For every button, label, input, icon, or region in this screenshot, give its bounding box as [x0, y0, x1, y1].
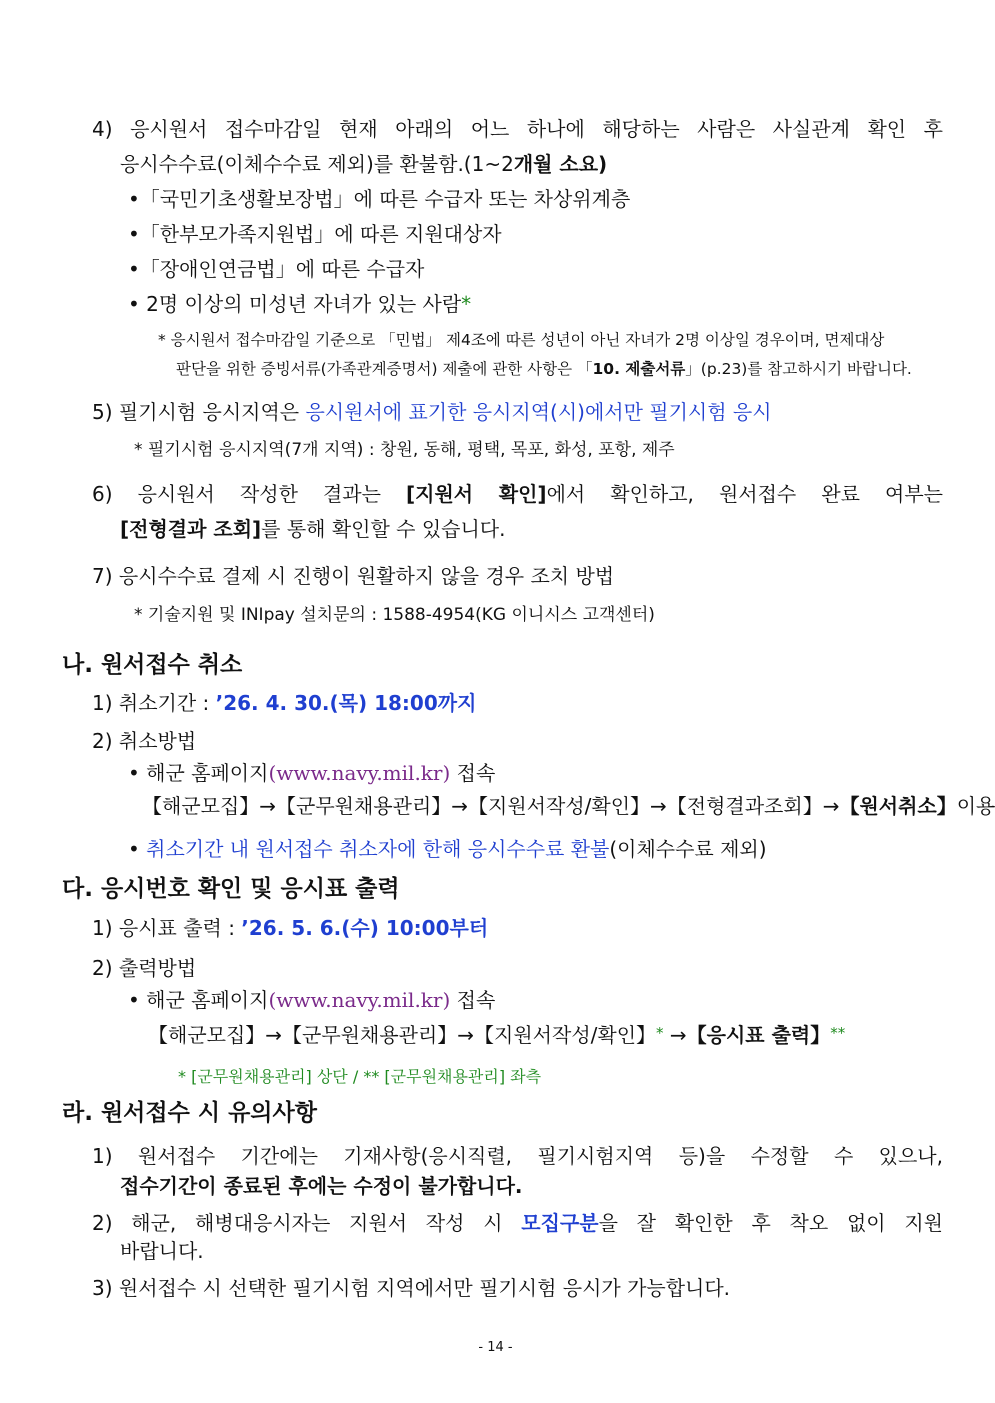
na-item1: 1) 취소기간 : ’26. 4. 30.(목) 18:00까지 — [92, 691, 477, 715]
navy-homepage-link[interactable]: (www.navy.mil.kr) — [268, 988, 451, 1012]
item5-line: 5) 필기시험 응시지역은 응시원서에 표기한 응시지역(시)에서만 필기시험 응시 — [92, 400, 772, 424]
da-item1: 1) 응시표 출력 : ’26. 5. 6.(수) 10:00부터 — [92, 916, 489, 940]
item4-line2: 응시수수료(이체수수료 제외)를 환불함.(1~2개월 소요) — [120, 152, 608, 176]
item4-bullet-1: •「국민기초생활보장법」에 따른 수급자 또는 차상위계층 — [128, 187, 631, 211]
item6-line1: 6) 응시원서 작성한 결과는 [지원서 확인]에서 확인하고, 원서접수 완료 여부는 — [92, 482, 943, 506]
item4-note-line2: 판단을 위한 증빙서류(가족관계증명서) 제출에 관한 사항은 「10. 제출서류」(p.23)를 참고하시기 바랍니다. — [176, 360, 912, 378]
item4-note-line1: * 응시원서 접수마감일 기준으로 「민법」 제4조에 따른 성년이 아닌 자녀가 2명 이상일 경우이며, 면제대상 — [158, 331, 885, 349]
ra-item3: 3) 원서접수 시 선택한 필기시험 지역에서만 필기시험 응시가 가능합니다. — [92, 1276, 731, 1300]
item4-line1: 4) 응시원서 접수마감일 현재 아래의 어느 하나에 해당하는 사람은 사실관계 확인 후 — [92, 117, 943, 141]
na-bullet-refund: • 취소기간 내 원서접수 취소자에 한해 응시수수료 환불(이체수수료 제외) — [128, 837, 767, 861]
page-number: - 14 - — [478, 1340, 513, 1355]
navy-homepage-link[interactable]: (www.navy.mil.kr) — [268, 761, 451, 785]
item5-note: * 필기시험 응시지역(7개 지역) : 창원, 동해, 평택, 목포, 화성, 포항, 제주 — [134, 440, 675, 460]
na-path: 【해군모집】→【군무원채용관리】→【지원서작성/확인】→【전형결과조회】→【원서취소】이용 — [142, 794, 995, 818]
item4-bullet-2: •「한부모가족지원법」에 따른 지원대상자 — [128, 222, 502, 246]
da-bullet-homepage: • 해군 홈페이지(www.navy.mil.kr) 접속 — [128, 988, 496, 1012]
item4-bullet-4: • 2명 이상의 미성년 자녀가 있는 사람* — [128, 292, 472, 316]
section-na-heading: 나. 원서접수 취소 — [62, 652, 243, 678]
section-ra-heading: 라. 원서접수 시 유의사항 — [62, 1100, 317, 1126]
na-bullet-homepage: • 해군 홈페이지(www.navy.mil.kr) 접속 — [128, 761, 496, 785]
da-path: 【해군모집】→【군무원채용관리】→【지원서작성/확인】* →【응시표 출력】** — [148, 1023, 846, 1047]
item6-line2: [전형결과 조회]를 통해 확인할 수 있습니다. — [120, 517, 506, 541]
ra-item2-line2: 바랍니다. — [120, 1239, 204, 1263]
na-item2: 2) 취소방법 — [92, 729, 197, 753]
da-note: * [군무원채용관리] 상단 / ** [군무원채용관리] 좌측 — [178, 1067, 542, 1086]
ra-item1-line2: 접수기간이 종료된 후에는 수정이 불가합니다. — [120, 1174, 523, 1198]
item7-note: * 기술지원 및 INIpay 설치문의 : 1588-4954(KG 이니시스 고객센터) — [134, 605, 655, 625]
section-da-heading: 다. 응시번호 확인 및 응시표 출력 — [62, 876, 400, 902]
ra-item2-line1: 2) 해군, 해병대응시자는 지원서 작성 시 모집구분을 잘 확인한 후 착오 없이 지원 — [92, 1211, 943, 1235]
ra-item1-line1: 1) 원서접수 기간에는 기재사항(응시직렬, 필기시험지역 등)을 수정할 수 있으나, — [92, 1144, 943, 1168]
item7-line: 7) 응시수수료 결제 시 진행이 원활하지 않을 경우 조치 방법 — [92, 564, 615, 588]
da-item2: 2) 출력방법 — [92, 956, 197, 980]
item4-bullet-3: •「장애인연금법」에 따른 수급자 — [128, 257, 425, 281]
